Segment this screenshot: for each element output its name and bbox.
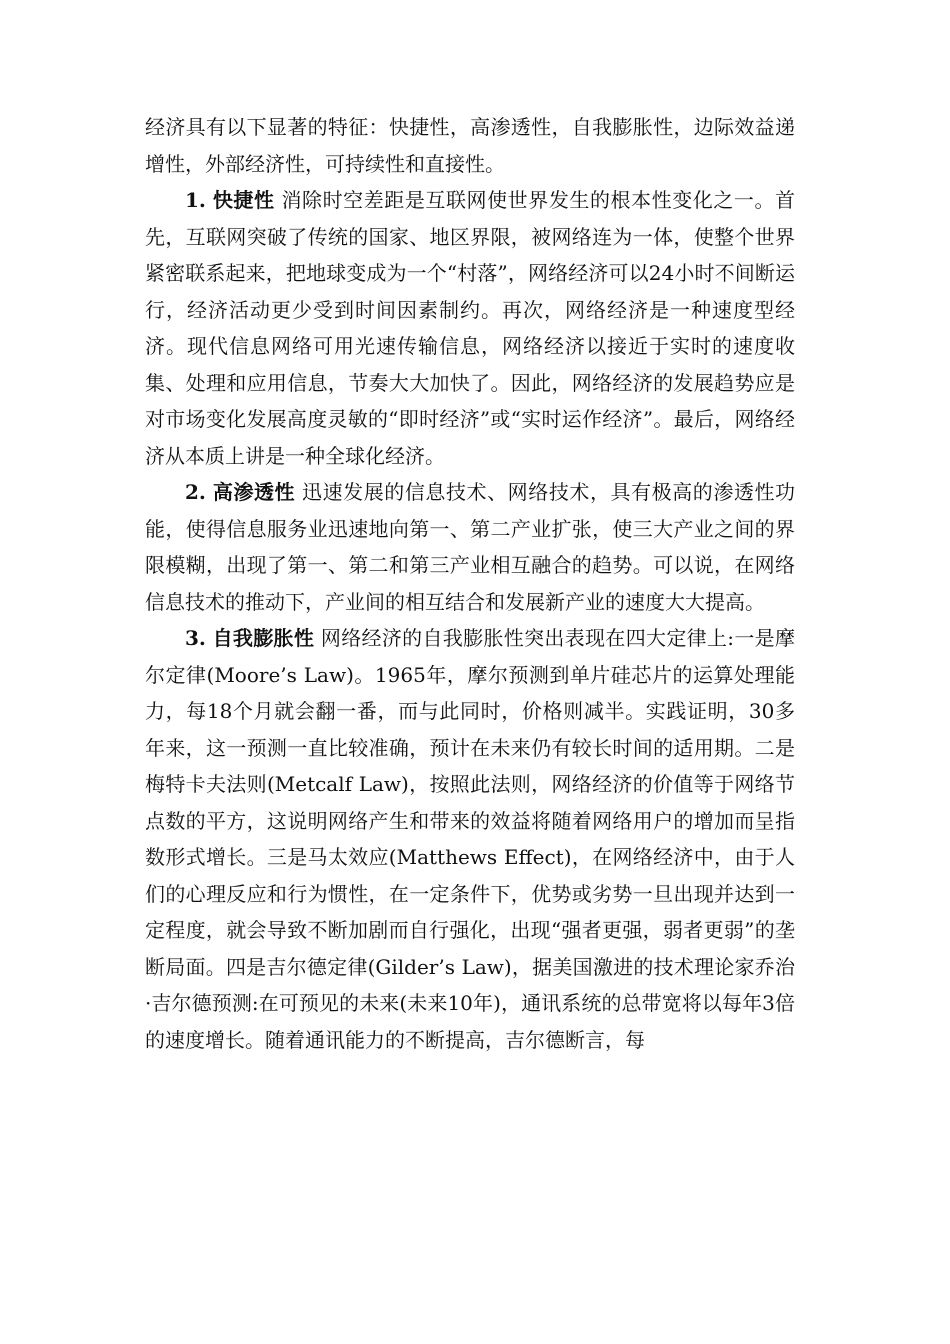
section-快捷性 [145, 182, 795, 474]
section-heading: 高渗透性 [212, 480, 296, 504]
section-body: 迅速发展的信息技术、网络技术，具有极高的渗透性功能，使得信息服务业迅速地向第一、第二产业扩张，使三大产业之间的界限模糊，出现了第一、第二和第三产业相互融合的趋势。可以说，在网络信息技术的推动下，产业间的相互结合和发展新产业的速度大大提高。 [145, 480, 796, 614]
document-page [145, 109, 795, 1058]
section-heading: 快捷性 [212, 188, 275, 212]
section-heading: 自我膨胀性 [212, 626, 315, 650]
section-number: 2. [185, 480, 206, 504]
section-高渗透性 [145, 474, 795, 620]
section-number: 3. [185, 626, 206, 650]
intro-paragraph: 经济具有以下显著的特征：快捷性，高渗透性，自我膨胀性，边际效益递增性，外部经济性，可持续性和直接性。 [145, 115, 795, 176]
section-body: 消除时空差距是互联网使世界发生的根本性变化之一。首先，互联网突破了传统的国家、地区界限，被网络连为一体，使整个世界紧密联系起来，把地球变成为一个“村落”，网络经济可以24小时不间断运行，经济活动更少受到时间因素制约。再次，网络经济是一种速度型经济。现代信息网络可用光速传输信息，网络经济以接近于实时的速度收集、处理和应用信息，节奏大大加快了。因此，网络经济的发展趋势应是对市场变化发展高度灵敏的“即时经济”或“实时运作经济”。最后，网络经济从本质上讲是一种全球化经济。 [145, 188, 796, 468]
section-number: 1. [185, 188, 206, 212]
section-自我膨胀性 [145, 620, 795, 1058]
section-body: 网络经济的自我膨胀性突出表现在四大定律上:一是摩尔定律(Moore’s Law)。1965年，摩尔预测到单片硅芯片的运算处理能力，每18个月就会翻一番，而与此同时，价格则减半。实践证明，30多年来，这一预测一直比较准确，预计在未来仍有较长时间的适用期。二是梅特卡夫法则(Metcalf Law)，按照此法则，网络经济的价值等于网络节点数的平方，这说明网络产生和带来的效益将随着网络用户的增加而呈指数形式增长。三是马太效应(Matthews Effect)，在网络经济中，由于人们的心理反应和行为惯性，在一定条件下，优势或劣势一旦出现并达到一定程度，就会导致不断加剧而自行强化，出现“强者更强，弱者更弱”的垄断局面。四是吉尔德定律(Gilder’s Law)，据美国激进的技术理论家乔治·吉尔德预测:在可预见的未来(未来10年)，通讯系统的总带宽将以每年3倍的速度增长。随着通讯能力的不断提高，吉尔德断言，每 [145, 626, 796, 1052]
